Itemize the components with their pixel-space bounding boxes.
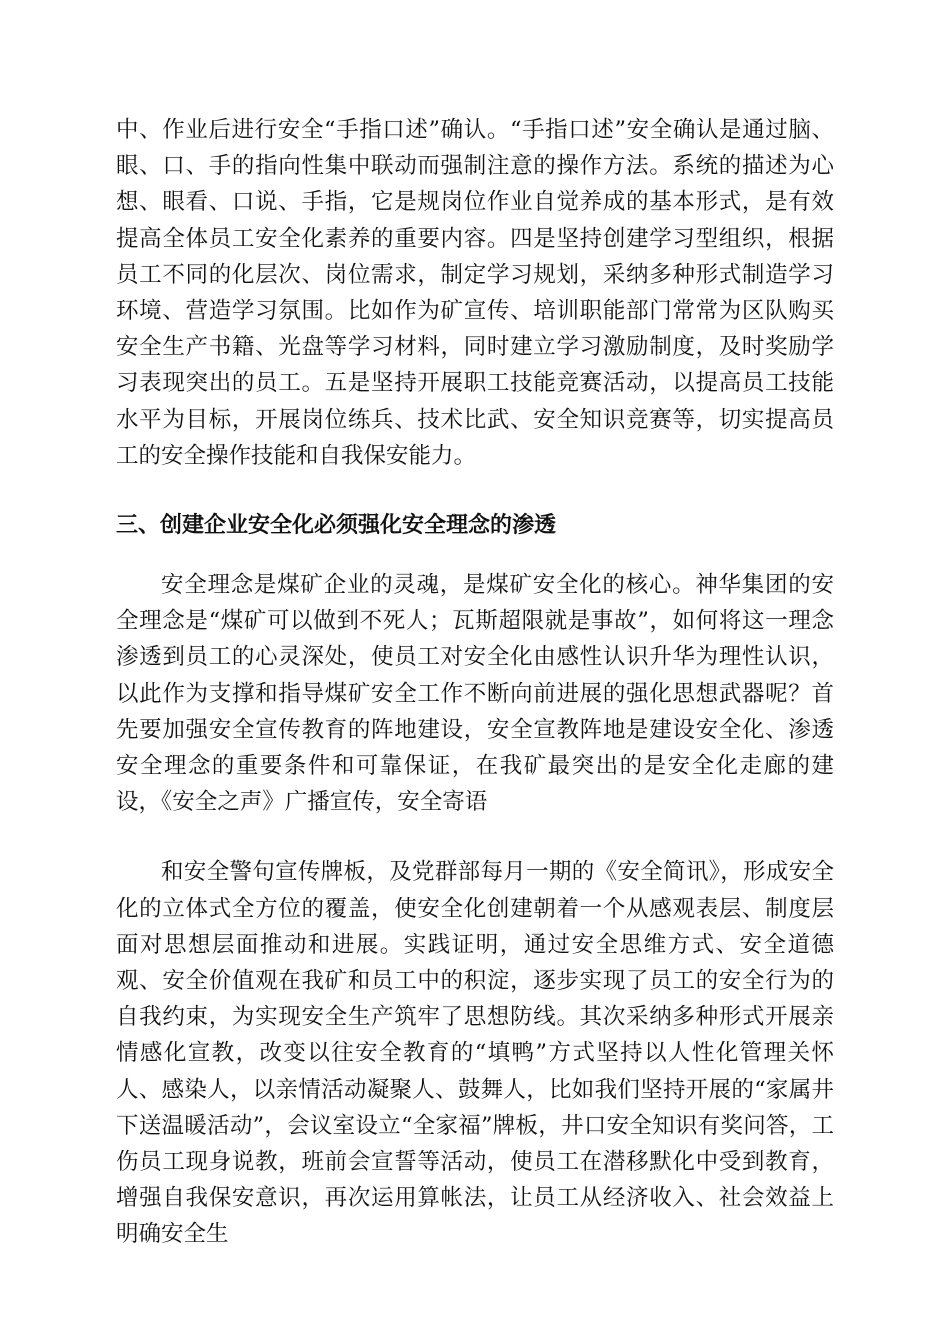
section-heading-3: 三、创建企业安全化必须强化安全理念的渗透 xyxy=(116,512,557,539)
document-page xyxy=(116,112,834,1253)
body-paragraph-continuation: 中、作业后进行安全“手指口述”确认。“手指口述”安全确认是通过脑、眼、口、手的指向性集中联动而强制注意的操作方法。系统的描述为心想、眼看、口说、手指，它是规岗位作业自觉养成的基本形式，是有效提高全体员工安全化素养的重要内容。四是坚持创建学习型组织，根据员工不同的化层次、岗位需求，制定学习规划，采纳多种形式制造学习环境、营造学习氛围。比如作为矿宣传、培训职能部门常常为区队购买安全生产书籍、光盘等学习材料，同时建立学习激励制度，及时奖励学习表现突出的员工。五是坚持开展职工技能竞赛活动，以提高员工技能水平为目标，开展岗位练兵、技术比武、安全知识竞赛等，切实提高员工的安全操作技能和自我保安能力。 xyxy=(116,117,834,469)
body-paragraph-safety-concept: 安全理念是煤矿企业的灵魂，是煤矿安全化的核心。神华集团的安全理念是“煤矿可以做到不死人；瓦斯超限就是事故”，如何将这一理念渗透到员工的心灵深处，使员工对安全化由感性认识升华为理性认识，以此作为支撑和指导煤矿安全工作不断向前进展的强化思想武器呢？首先要加强安全宣传教育的阵地建设，安全宣教阵地是建设安全化、渗透安全理念的重要条件和可靠保证，在我矿最突出的是安全化走廊的建设，《安全之声》广播宣传，安全寄语 xyxy=(116,572,834,816)
body-paragraph-propaganda: 和安全警句宣传牌板，及党群部每月一期的《安全简讯》，形成安全化的立体式全方位的覆盖，使安全化创建朝着一个从感观表层、制度层面对思想层面推动和进展。实践证明，通过安全思维方式、安全道德观、安全价值观在我矿和员工中的积淀，逐步实现了员工的安全行为的自我约束，为实现安全生产筑牢了思想防线。其次采纳多种形式开展亲情感化宣教，改变以往安全教育的“填鸭”方式坚持以人性化管理关怀人、感染人，以亲情活动凝聚人、鼓舞人，比如我们坚持开展的“家属井下送温暖活动”，会议室设立“全家福”牌板，井口安全知识有奖问答，工伤员工现身说教，班前会宣誓等活动，使员工在潜移默化中受到教育，增强自我保安意识，再次运用算帐法，让员工从经济收入、社会效益上明确安全生 xyxy=(116,859,834,1248)
